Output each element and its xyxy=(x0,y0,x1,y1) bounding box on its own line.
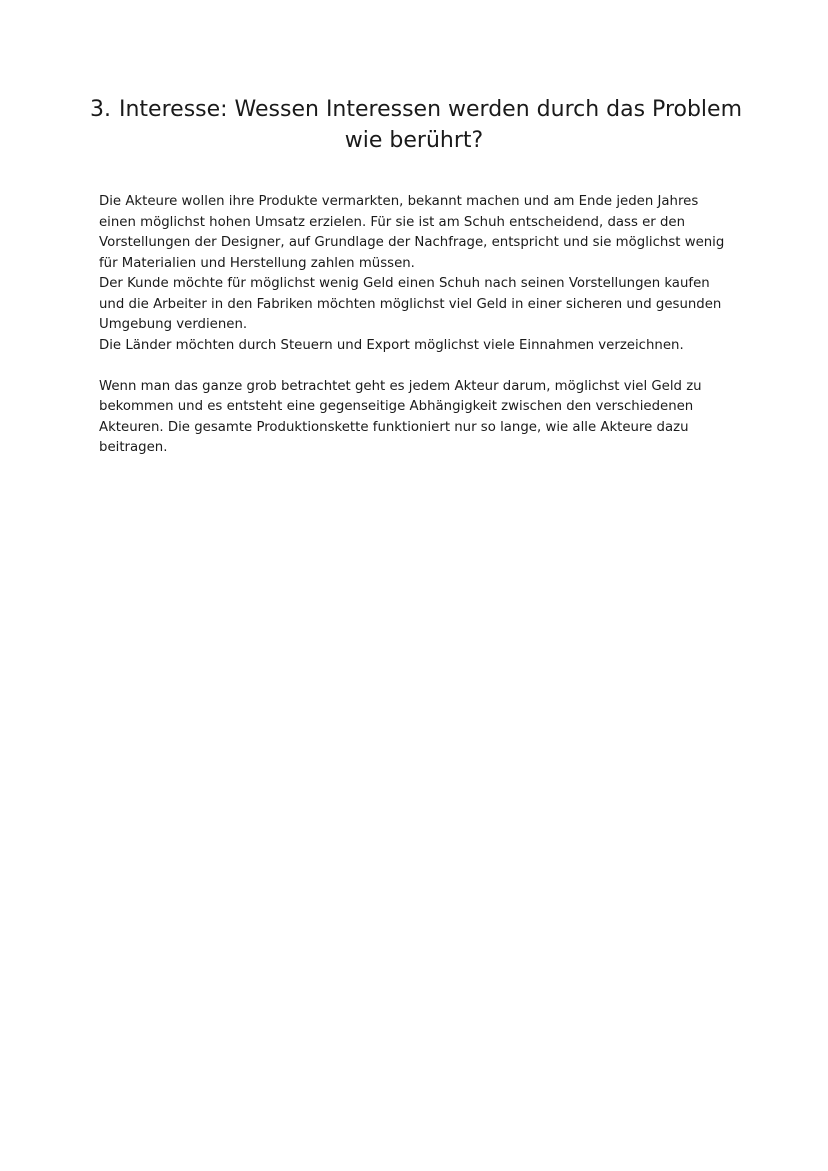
paragraph-line: Vorstellungen der Designer, auf Grundlage der Nachfrage, entspricht und sie möglichst wenig xyxy=(99,235,725,250)
heading-number: 3. xyxy=(90,97,111,122)
paragraph-line: Umgebung verdienen. xyxy=(99,317,248,332)
section-heading xyxy=(90,94,743,156)
paragraph-line: einen möglichst hohen Umsatz erzielen. Für sie ist am Schuh entscheidend, dass er den xyxy=(99,214,686,230)
paragraph-line: beitragen. xyxy=(99,440,168,455)
paragraph-line: Wenn man das ganze grob betrachtet geht es jedem Akteur darum, möglichst viel Geld zu xyxy=(99,378,702,394)
body-text xyxy=(99,192,739,459)
paragraph-spacer xyxy=(99,356,739,377)
paragraph-line: Die Länder möchten durch Steuern und Export möglichst viele Einnahmen verzeichnen. xyxy=(99,337,684,353)
paragraph-line: Die Akteure wollen ihre Produkte vermarkten, bekannt machen und am Ende jeden Jahres xyxy=(99,194,699,209)
paragraph-interests xyxy=(99,192,739,356)
heading-line-1 xyxy=(90,94,743,125)
paragraph-line: und die Arbeiter in den Fabriken möchten möglichst viel Geld in einer sicheren und gesunden xyxy=(99,296,722,312)
paragraph-summary xyxy=(99,377,739,459)
heading-text-1: Interesse: Wessen Interessen werden durch das Problem xyxy=(119,97,743,122)
paragraph-line: Der Kunde möchte für möglichst wenig Geld einen Schuh nach seinen Vorstellungen kaufen xyxy=(99,276,710,291)
paragraph-line: bekommen und es entsteht eine gegenseitige Abhängigkeit zwischen den verschiedenen xyxy=(99,399,694,414)
heading-line-2: wie berührt? xyxy=(344,128,484,153)
paragraph-line: Akteuren. Die gesamte Produktionskette funktioniert nur so lange, wie alle Akteure dazu xyxy=(99,419,689,435)
paragraph-line: für Materialien und Herstellung zahlen müssen. xyxy=(99,255,415,271)
